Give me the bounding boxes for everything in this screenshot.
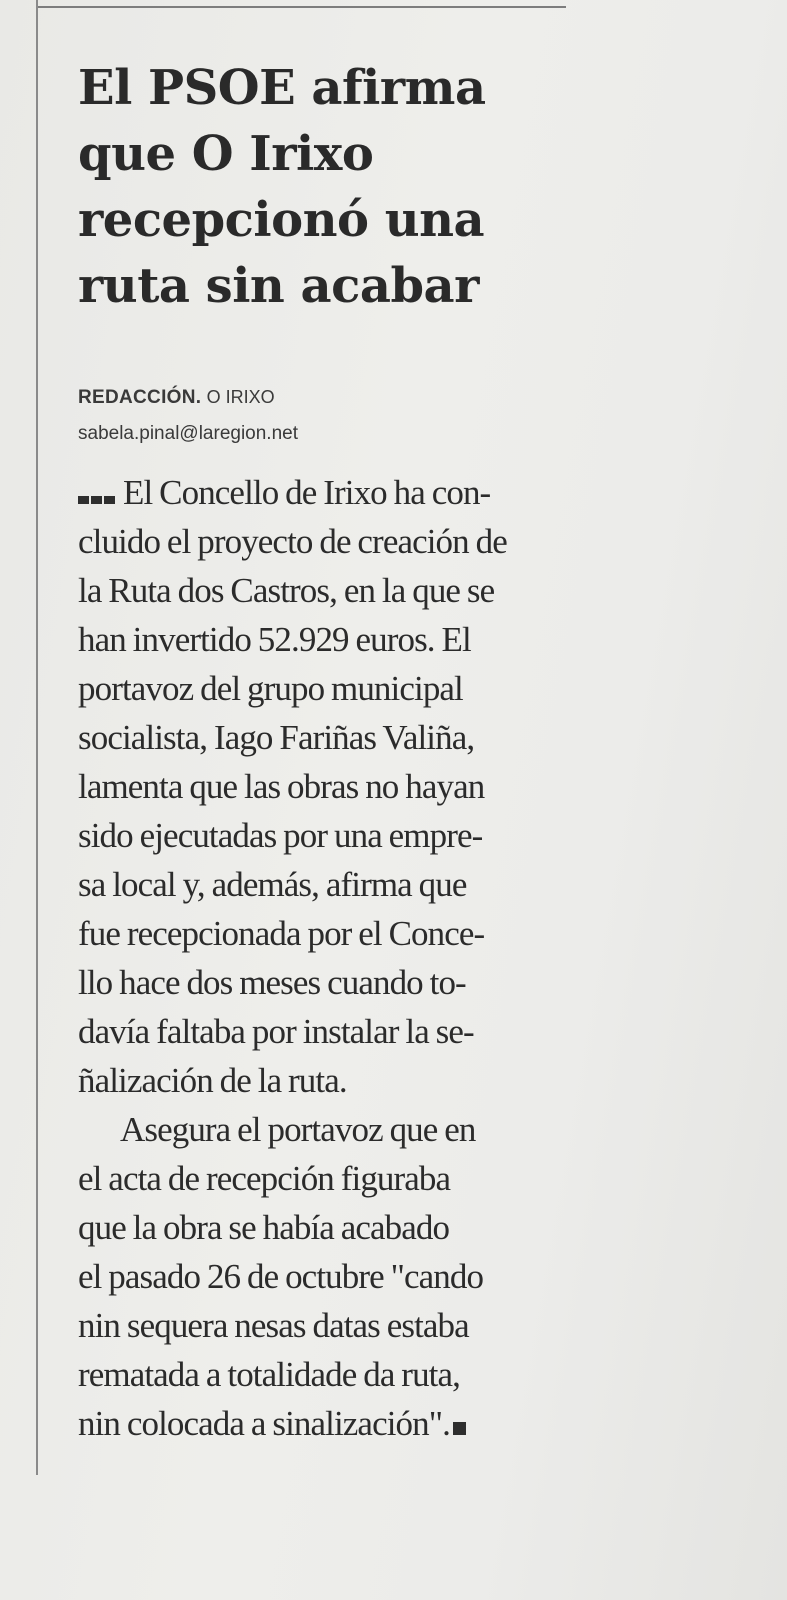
- body-line: que la obra se había acabado: [78, 1208, 450, 1248]
- body-line: la Ruta dos Castros, en la que se: [78, 571, 495, 611]
- body-line: portavoz del grupo municipal: [78, 669, 463, 709]
- body-line-text: nin colocada a sinalización".: [78, 1404, 450, 1444]
- body-line: sido ejecutadas por una empre-: [78, 816, 483, 856]
- byline-label: REDACCIÓN.: [78, 387, 202, 408]
- body-line: ñalización de la ruta.: [78, 1061, 347, 1101]
- headline-line: recepcionó una: [78, 192, 485, 248]
- article-body: [78, 468, 638, 1448]
- body-line: nin sequera nesas datas estaba: [78, 1306, 469, 1346]
- body-line: el acta de recepción figuraba: [78, 1159, 451, 1199]
- headline: [78, 55, 638, 319]
- body-line: sa local y, además, afirma que: [78, 865, 467, 905]
- end-mark-icon: [453, 1422, 466, 1435]
- body-line: [78, 1399, 638, 1448]
- body-line: han invertido 52.929 euros. El: [78, 620, 471, 660]
- byline: [78, 379, 638, 452]
- author-email[interactable]: sabela.pinal@laregion.net: [78, 423, 298, 444]
- body-line: [78, 468, 638, 517]
- body-line: davía faltaba por instalar la se-: [78, 1012, 474, 1052]
- body-line: cluido el proyecto de creación de: [78, 522, 507, 562]
- body-line: llo hace dos meses cuando to-: [78, 963, 466, 1003]
- body-line: Asegura el portavoz que en: [120, 1110, 476, 1150]
- headline-line: ruta sin acabar: [78, 258, 479, 314]
- body-line: socialista, Iago Fariñas Valiña,: [78, 718, 475, 758]
- body-line-text: El Concello de Irixo ha con-: [123, 473, 491, 512]
- headline-line: El PSOE afirma: [78, 60, 486, 116]
- body-line: lamenta que las obras no hayan: [78, 767, 485, 807]
- lead-marks-icon: [78, 468, 117, 517]
- body-line: el pasado 26 de octubre "cando: [78, 1257, 484, 1297]
- column-rule: [36, 0, 38, 1475]
- headline-line: que O Irixo: [78, 126, 374, 182]
- article: [78, 55, 638, 1448]
- byline-place: O IRIXO: [206, 387, 275, 407]
- body-line: fue recepcionada por el Conce-: [78, 914, 485, 954]
- body-line: rematada a totalidade da ruta,: [78, 1355, 460, 1395]
- top-rule: [36, 6, 566, 8]
